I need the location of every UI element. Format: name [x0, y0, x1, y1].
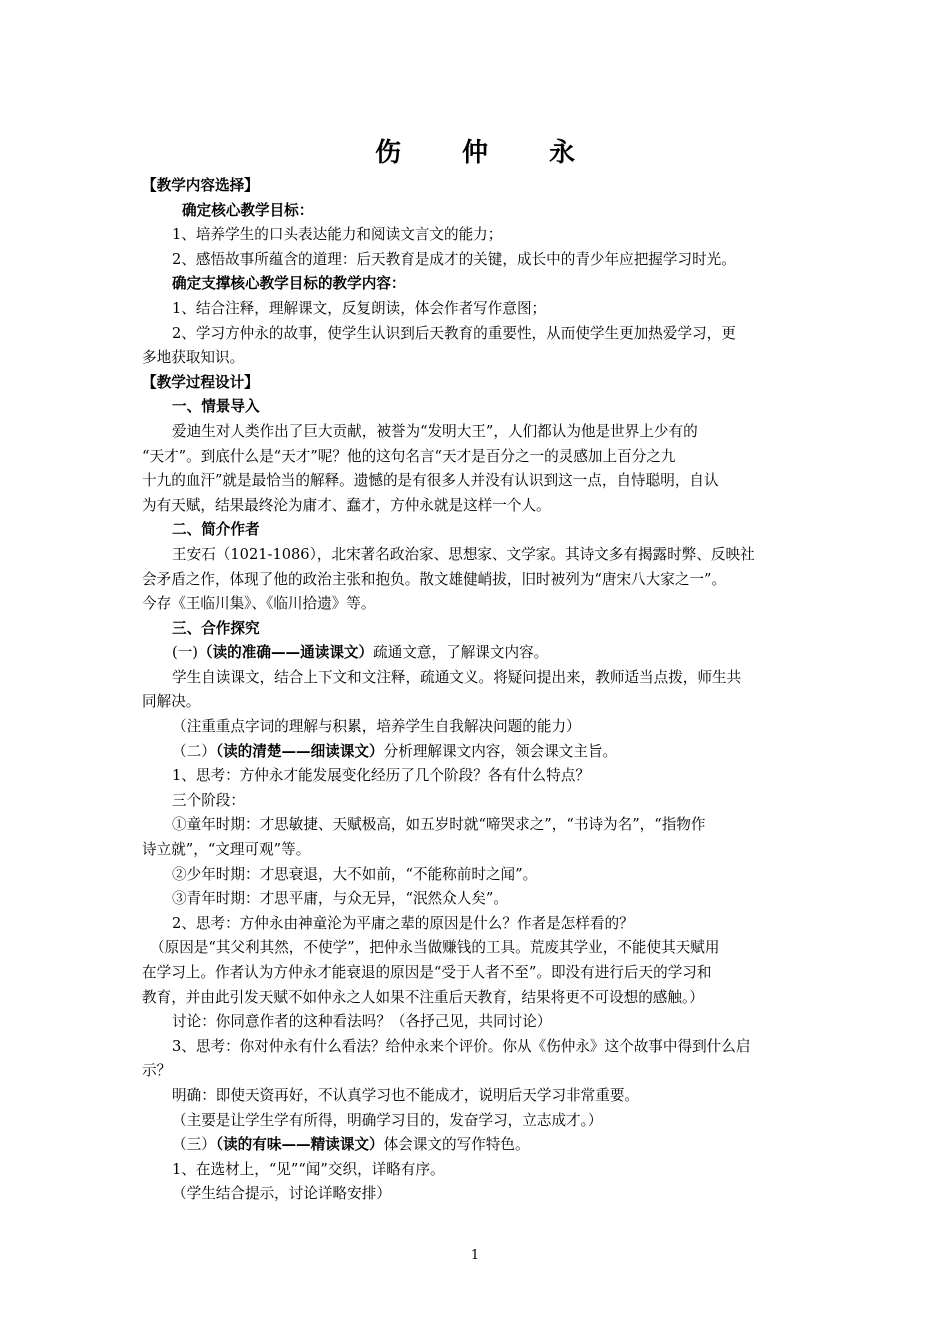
subsection-bold: （读的清楚——细读课文）: [215, 742, 384, 760]
question: 1、思考：方仲永才能发展变化经历了几个阶段？各有什么特点？: [172, 767, 590, 785]
question: 3、思考：你对仲永有什么看法？给仲永来个评价。你从《伤仲永》这个故事中得到什么启: [172, 1037, 751, 1055]
subsection-prefix: （二）: [172, 742, 216, 760]
page-number: 1: [470, 1248, 480, 1263]
subsection-bold: （读的准确——通读课文）: [197, 644, 374, 662]
paragraph: ③青年时期：才思平庸，与众无异，“泯然众人矣”。: [172, 890, 508, 908]
paragraph: ②少年时期：才思衰退，大不如前，“不能称前时之闻”。: [172, 865, 538, 883]
paragraph: 学生自读课文，结合上下文和文注释，疏通文义。将疑问提出来，教师适当点拨，师生共: [172, 668, 742, 686]
paragraph: 1、在选材上，“见”“闻”交织，详略有序。: [172, 1160, 445, 1178]
subsection-heading: 确定核心教学目标：: [182, 201, 314, 219]
subsection-heading: 一、情景导入: [172, 398, 260, 416]
paragraph: 1、培养学生的口头表达能力和阅读文言文的能力；: [172, 226, 503, 244]
paragraph: 讨论：你同意作者的这种看法吗？（各抒己见，共同讨论）: [172, 1013, 552, 1031]
paragraph: 1、结合注释，理解课文，反复朗读，体会作者写作意图；: [172, 299, 547, 317]
section-heading: 【教学过程设计】: [142, 373, 259, 391]
subsection-prefix: （三）: [172, 1136, 216, 1154]
paragraph: 在学习上。作者认为方仲永才能衰退的原因是“受于人者不至”。即没有进行后天的学习和: [142, 964, 712, 981]
paragraph: 今存《王临川集》、《临川拾遗》等。: [142, 595, 376, 613]
paragraph: 2、感悟故事所蕴含的道理：后天教育是成才的关键，成长中的青少年应把握学习时光。: [172, 250, 736, 268]
subsection-prefix: (一): [172, 644, 198, 662]
paragraph: 教育，并由此引发天赋不如仲永之人如果不注重后天教育，结果将更不可设想的感触。）: [142, 988, 704, 1006]
paragraph: 多地获取知识。: [142, 349, 245, 367]
paragraph: 为有天赋，结果最终沦为庸才、蠢才，方仲永就是这样一个人。: [142, 496, 551, 514]
subsection-line: [142, 740, 810, 765]
subsection-text: 体会课文的写作特色。: [383, 1136, 530, 1154]
paragraph: 诗立就”，“文理可观”等。: [142, 841, 311, 859]
paragraph: 会矛盾之作，体现了他的政治主张和抱负。散文雄健峭拔，旧时被列为“唐宋八大家之一”。: [142, 570, 727, 588]
paragraph: 爱迪生对人类作出了巨大贡献，被誉为“发明大王”，人们都认为他是世界上少有的: [172, 422, 698, 440]
paragraph: ①童年时期：才思敏捷、天赋极高，如五岁时就“啼哭求之”，“书诗为名”，“指物作: [172, 816, 706, 834]
paragraph: 2、学习方仲永的故事，使学生认识到后天教育的重要性，从而使学生更加热爱学习，更: [172, 324, 736, 342]
document-title: 伤 仲 永: [374, 138, 602, 168]
note: （主要是让学生学有所得，明确学习目的，发奋学习，立志成才。）: [172, 1111, 603, 1129]
paragraph: 三个阶段：: [172, 791, 245, 809]
subsection-heading: 二、简介作者: [172, 521, 260, 539]
paragraph: 示？: [142, 1062, 172, 1080]
paragraph: 十九的血汗”就是最恰当的解释。遗憾的是有很多人并没有认识到这一点，自恃聪明，自认: [142, 472, 719, 490]
section-heading: 【教学内容选择】: [142, 177, 259, 194]
subsection-text: 疏通文意，了解课文内容。: [373, 644, 549, 662]
note: （注重重点字词的理解与积累，培养学生自我解决问题的能力）: [172, 718, 581, 736]
subsection-line: [142, 1133, 810, 1158]
subsection-line: [142, 641, 810, 666]
paragraph: “天才”。到底什么是“天才”呢？他的这句名言“天才是百分之一的灵感加上百分之九: [142, 447, 676, 465]
paragraph: （原因是“其父利其然，不使学”，把仲永当做赚钱的工具。荒废其学业，不能使其天赋用: [150, 939, 720, 957]
subsection-bold: （读的有味——精读课文）: [215, 1136, 384, 1154]
paragraph: 明确：即使天资再好，不认真学习也不能成才，说明后天学习非常重要。: [172, 1086, 640, 1104]
document-body: [142, 174, 810, 1207]
subsection-text: 分析理解课文内容，领会课文主旨。: [383, 742, 618, 760]
subsection-heading: 确定支撑核心教学目标的教学内容：: [172, 275, 406, 293]
subsection-heading: 三、合作探究: [172, 619, 260, 637]
paragraph: 王安石（1021-1086），北宋著名政治家、思想家、文学家。其诗文多有揭露时弊、反映社: [172, 545, 755, 563]
note: （学生结合提示，讨论详略安排）: [172, 1185, 391, 1203]
question: 2、思考：方仲永由神童沦为平庸之辈的原因是什么？作者是怎样看的？: [172, 914, 634, 932]
paragraph: 同解决。: [142, 693, 201, 711]
